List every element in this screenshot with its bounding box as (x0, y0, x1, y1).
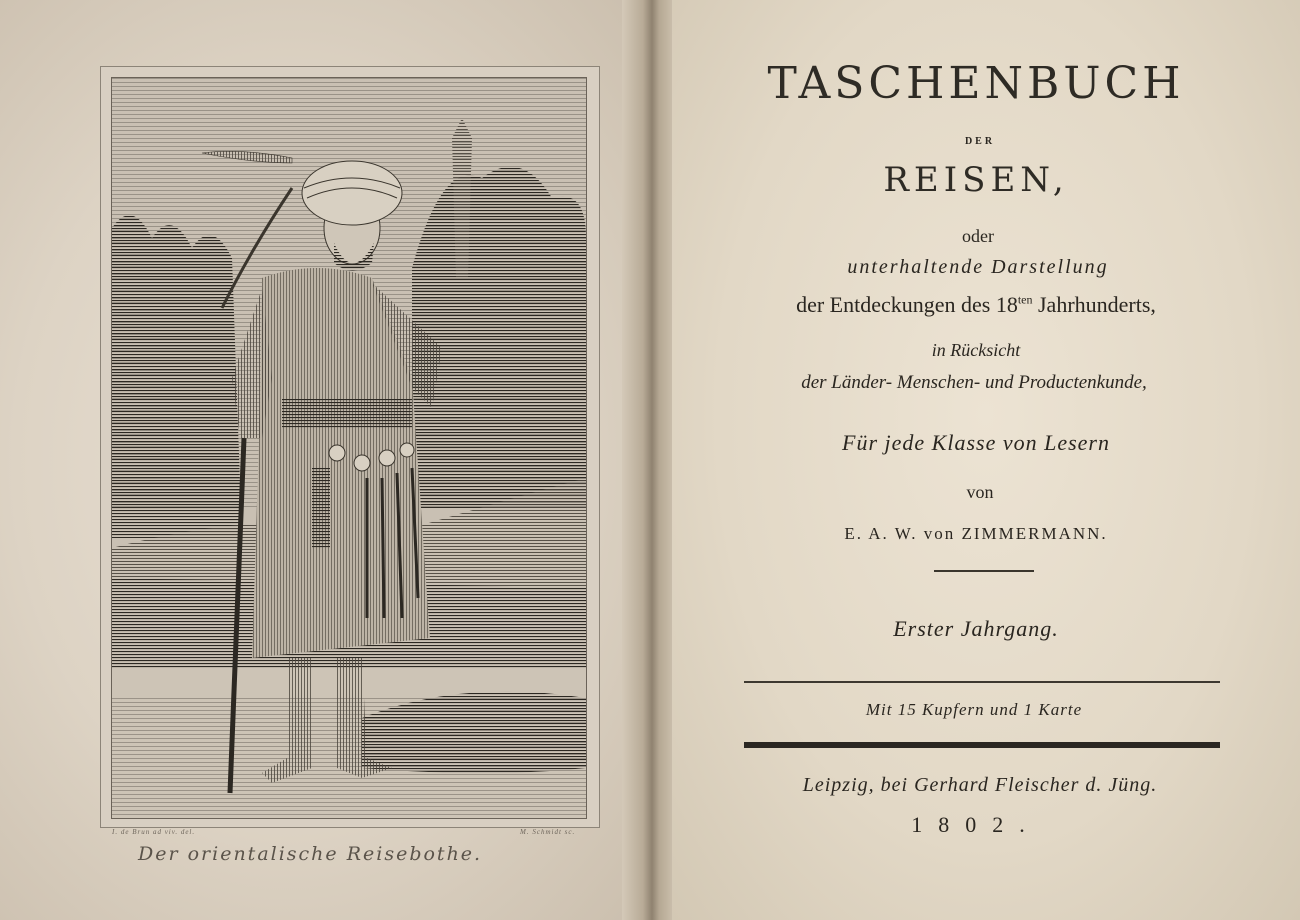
author-name: E. A. W. von ZIMMERMANN. (844, 524, 1108, 543)
short-divider-rule (934, 570, 1034, 572)
plate-frame (100, 66, 600, 828)
subtitle-line-1: unterhaltende Darstellung (847, 256, 1109, 278)
engraving-plate (111, 77, 587, 819)
by-line: von (966, 482, 994, 502)
edition-line: Erster Jahrgang. (893, 616, 1059, 641)
title-der: DER (964, 136, 996, 147)
title-oder: oder (962, 226, 994, 246)
subtitle-line-2-sup: ten (1017, 292, 1033, 307)
left-page-frontispiece (0, 0, 640, 920)
right-page-title-page (672, 0, 1300, 920)
subtitle-line-3: in Rücksicht (931, 340, 1021, 360)
engraving-traveller-image (112, 78, 586, 818)
subtitle-line-2 (662, 292, 1290, 318)
subtitle-line-2-post: Jahrhunderts, (1032, 292, 1156, 317)
publication-year: 1802. (911, 812, 1041, 837)
subtitle-line-2-pre: der Entdeckungen des 18 (796, 292, 1018, 317)
engraver-credit-right: M. Schmidt sc. (520, 828, 576, 836)
title-reisen: REISEN, (883, 160, 1069, 200)
plate-caption: Der orientalische Reisebothe. (138, 843, 483, 865)
imprint-line: Leipzig, bei Gerhard Fleischer d. Jüng. (802, 774, 1158, 796)
engraver-credit-left: I. de Brun ad viv. del. (112, 828, 196, 836)
thick-divider-rule (744, 742, 1220, 748)
subtitle-line-4: der Länder- Menschen- und Productenkunde, (801, 372, 1147, 393)
thin-divider-rule (744, 681, 1220, 683)
audience-line: Für jede Klasse von Lesern (842, 430, 1110, 455)
plates-note: Mit 15 Kupfern und 1 Karte (865, 700, 1083, 719)
book-title: TASCHENBUCH (767, 58, 1185, 109)
